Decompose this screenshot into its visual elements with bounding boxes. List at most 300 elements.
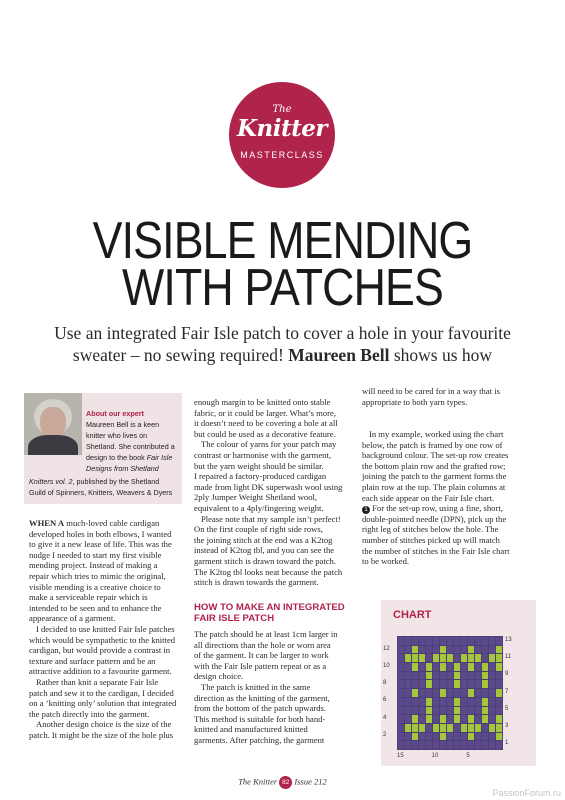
chart-cell [426,663,432,671]
chart-cell [412,663,418,671]
chart-cell [433,637,439,645]
body-line: fabric, or it could be larger. What’s more, [194,407,336,418]
chart-cell [482,707,488,715]
chart-cell [419,654,425,662]
body-line: with the Fair Isle pattern repeat or as a [194,660,327,671]
author-name: Maureen Bell [288,345,390,365]
chart-cell [405,715,411,723]
chart-cell [440,707,446,715]
chart-cell [489,637,495,645]
chart-row-tick: 7 [505,688,509,695]
body-line: WHEN A much-loved cable cardigan [29,518,160,528]
chart-cell [461,672,467,680]
chart-cell [440,733,446,741]
body-line: intended to be seen and to enhance the [29,602,162,613]
page-number: 82 [279,776,292,789]
chart-cell [412,680,418,688]
chart-row-tick: 1 [505,740,509,747]
chart-cell [482,680,488,688]
chart-cell [454,715,460,723]
body-line: joining the patch to the garment forms the [362,471,507,482]
expert-bio-line: Maureen Bell is a keen [86,420,160,429]
chart-cell [419,672,425,680]
chart-cell [447,672,453,680]
chart-cell [412,654,418,662]
chart-cell [489,680,495,688]
body-line: I decided to use knitted Fair Isle patches [36,624,175,634]
chart-cell [482,724,488,732]
body-line: but the yarn weight should be similar. [194,460,324,471]
chart-cell [461,646,467,654]
body-line: 2ply Jumper Weight Shetland wool, [194,492,318,503]
chart-cell [398,733,404,741]
chart-row-tick: 2 [383,731,387,738]
chart-row-tick: 3 [505,723,509,730]
body-line: Rather than knit a separate Fair Isle [36,677,159,687]
chart-cell [426,724,432,732]
expert-bio-line: knitter who lives on [86,431,148,440]
chart-cell [433,698,439,706]
chart-row-tick: 12 [383,645,390,652]
chart-cell [454,733,460,741]
expert-title: About our expert [86,409,144,418]
chart-cell [475,637,481,645]
chart-cell [398,741,404,749]
chart-cell [496,637,502,645]
chart-cell [419,724,425,732]
body-line: garment stitch is drawn toward the patch. [194,556,336,566]
chart-cell [468,707,474,715]
chart-cell [496,663,502,671]
body-line: number of stitches picked up will match [362,535,500,545]
footer-issue: Issue 212 [294,776,327,787]
chart-cell [440,672,446,680]
body-line: appropriate to both yarn types. [362,396,468,407]
chart-cell [447,715,453,723]
expert-photo [24,393,82,455]
chart-cell [440,724,446,732]
chart-cell [461,715,467,723]
chart-col-tick: 10 [431,753,439,759]
chart-cell [468,663,474,671]
step-number: 1 [362,506,370,514]
chart-cell [475,698,481,706]
chart-cell [461,663,467,671]
chart-row-tick: 13 [505,637,512,643]
chart-cell [398,654,404,662]
body-line: the bottom plain row and the grafted row; [362,460,506,471]
chart-cell [440,637,446,645]
chart-cell [461,689,467,697]
chart-title: CHART [393,609,432,621]
chart-cell [433,733,439,741]
body-line: but could be used as a decorative feature. [194,428,336,439]
chart-cell [412,698,418,706]
chart-cell [496,741,502,749]
chart-cell [475,724,481,732]
chart-cell [468,724,474,732]
body-line: which would be sympathetic to the knitted [29,634,176,645]
chart-cell [426,741,432,749]
chart-cell [426,707,432,715]
chart-cell [426,672,432,680]
chart-cell [440,698,446,706]
chart-cell [468,637,474,645]
page-footer [0,776,565,789]
chart-cell [412,707,418,715]
chart-cell [426,689,432,697]
chart-cell [419,637,425,645]
chart-cell [433,715,439,723]
body-line: equivalent to a 4ply/fingering weight. [194,503,324,513]
chart-cell [419,646,425,654]
chart-cell [482,733,488,741]
chart-cell [447,646,453,654]
chart-cell [475,733,481,741]
body-line: direction as the knitting of the garment, [194,692,330,703]
chart-cell [398,672,404,680]
chart-cell [433,663,439,671]
chart-cell [496,707,502,715]
chart-cell [475,741,481,749]
expert-bio-line: Designs from Shetland [86,464,159,473]
body-line: Please note that my sample isn’t perfect! [201,513,341,524]
body-line: on a ‘knitting only’ solution that integrated [29,698,177,709]
body-line: plain row at the top. The plain columns at [362,482,506,492]
chart-cell [398,637,404,645]
chart-cell [447,707,453,715]
chart-cell [461,654,467,662]
chart-cell [440,663,446,671]
chart-cell [461,637,467,645]
body-line: it doesn’t need to be covering a hole at all [194,418,338,429]
chart-cell [489,707,495,715]
body-line: developed holes in both elbows, I wanted [29,528,172,539]
chart-row-tick: 5 [505,705,509,712]
body-line: attractive addition to a favourite garment. [29,666,172,677]
chart-cell [461,698,467,706]
headline-line-2: WITH PATCHES [122,259,443,317]
chart-cell [419,741,425,749]
badge-series: MASTERCLASS [240,150,324,160]
watermark: PassionForum.ru [492,788,561,798]
body-line: garments. After patching, the garment [194,735,325,745]
body-line: all directions than the hole or worn area [194,639,331,650]
chart-cell [489,715,495,723]
footer-magazine: The Knitter [238,776,278,787]
body-line: make a serviceable repair which is [29,592,148,603]
chart-cell [482,698,488,706]
chart-cell [405,724,411,732]
body-line: contrast or harmonise with the garment, [194,450,331,460]
chart-cell [405,733,411,741]
chart-cell [412,733,418,741]
body-line: This method is suitable for both hand- [194,713,326,724]
chart-cell [461,741,467,749]
chart-cell [433,741,439,749]
chart-cell [447,724,453,732]
chart-cell [447,698,453,706]
body-line: The K2tog tbl looks neat because the patch [194,566,343,577]
chart-cell [426,715,432,723]
chart-cell [440,654,446,662]
standfirst-line-2 [20,344,545,366]
chart-cell [419,689,425,697]
body-line: The colour of yarns for your patch may [201,439,337,450]
chart-cell [482,663,488,671]
chart-cell [398,715,404,723]
chart-cell [419,733,425,741]
chart-cell [496,724,502,732]
chart-cell [405,637,411,645]
chart-cell [412,741,418,749]
chart-cell [447,741,453,749]
body-line: 1 For the set-up row, using a fine, short, [362,503,503,514]
chart-cell [496,680,502,688]
body-line: each side appear on the Fair Isle chart. [362,492,495,503]
chart-cell [405,689,411,697]
chart-cell [398,646,404,654]
chart-cell [496,646,502,654]
chart-cell [433,689,439,697]
body-line: The patch should be at least 1cm larger in [194,629,338,639]
standfirst-text: sweater – no sewing required! [72,345,289,365]
chart-cell [440,689,446,697]
chart-cell [489,689,495,697]
chart-cell [405,707,411,715]
chart-cell [468,741,474,749]
chart-cell [454,637,460,645]
chart-cell [475,663,481,671]
chart-cell [482,637,488,645]
body-line: design choice. [194,671,244,682]
body-line: enough margin to be knitted onto stable [194,397,331,407]
chart-cell [433,680,439,688]
chart-cell [468,733,474,741]
body-line: In my example, worked using the chart [369,429,504,439]
headline-line-1: VISIBLE MENDING [92,212,473,270]
body-line: to give it a new lease of life. This was the [29,539,172,550]
chart-cell [489,654,495,662]
chart-cell [496,654,502,662]
chart-cell [482,741,488,749]
chart-col-tick: 15 [397,753,404,759]
chart-cell [496,715,502,723]
chart-cell [468,715,474,723]
standfirst-line-1: Use an integrated Fair Isle patch to cover a hole in your favourite [54,323,511,343]
chart-cell [454,707,460,715]
chart-cell [405,672,411,680]
chart-cell [489,646,495,654]
chart-cell [482,654,488,662]
expert-bio-line: design to the book Fair Isle [86,453,173,462]
chart-cell [454,724,460,732]
body-line: The patch is knitted in the same [201,682,311,692]
chart-cell [496,689,502,697]
standfirst [20,322,545,366]
badge-brand: Knitter [237,115,327,142]
chart-cell [419,680,425,688]
chart-cell [433,646,439,654]
chart-cell [468,698,474,706]
chart-cell [489,698,495,706]
body-line: appearance of a garment. [29,613,116,624]
body-line: visible mending is a creative choice to [29,581,161,592]
chart-cell [447,654,453,662]
chart-cell [440,741,446,749]
chart-cell [454,646,460,654]
body-line: background colour. The set-up row creates [362,450,509,461]
body-line: cardigan, but would provide a contrast in [29,645,171,656]
chart-cell [482,672,488,680]
chart-cell [454,741,460,749]
chart-col-tick: 5 [466,753,470,759]
chart-cell [461,707,467,715]
chart-cell [398,663,404,671]
chart-cell [447,689,453,697]
body-line: double-pointed needle (DPN), pick up the [362,513,507,524]
chart-cell [419,663,425,671]
chart-cell [475,707,481,715]
chart-cell [405,646,411,654]
chart-row-tick: 10 [383,662,390,669]
chart-cell [426,637,432,645]
chart-cell [461,733,467,741]
body-line: patch. It might be the size of the hole plus [29,730,174,740]
chart-cell [489,741,495,749]
section-heading: HOW TO MAKE AN INTEGRATED [194,602,345,613]
chart-cell [433,707,439,715]
chart-cell [475,646,481,654]
chart-cell [454,663,460,671]
body-line: the patch directly into the garment. [29,708,150,719]
chart-cell [475,680,481,688]
chart-cell [468,646,474,654]
chart-cell [461,724,467,732]
chart-cell [398,724,404,732]
chart-cell [447,680,453,688]
body-line: I repaired a factory-produced cardigan [194,471,327,482]
chart-cell [447,733,453,741]
body-line: right leg of stitches below the hole. The [362,524,499,535]
chart-cell [468,680,474,688]
chart-cell [419,698,425,706]
drop-lead: WHEN A [29,518,65,528]
chart-cell [433,654,439,662]
chart-cell [468,689,474,697]
chart-row-tick: 8 [383,680,387,687]
chart-cell [489,724,495,732]
chart-cell [461,680,467,688]
body-line: patch and sew it to the cardigan, I decided [29,687,174,698]
chart-cell [419,715,425,723]
body-line: Another design choice is the size of the [36,719,172,730]
chart-cell [440,715,446,723]
chart-row-tick: 4 [383,714,387,721]
masterclass-badge [229,82,335,188]
chart-cell [468,672,474,680]
chart-cell [405,663,411,671]
body-line: On the first couple of right side rows, [194,524,323,535]
chart-row-tick: 11 [505,654,512,661]
chart-cell [433,724,439,732]
chart-cell [440,646,446,654]
badge-the: The [272,104,292,115]
chart-cell [426,654,432,662]
body-line: the number of stitches in the Fair Isle chart [362,545,510,556]
body-line: repair which tries to mimic the original, [29,571,166,581]
chart-cell [405,680,411,688]
body-line: to be worked. [362,556,410,567]
body-line: from the bottom of the patch upwards. [194,703,326,714]
chart-cell [398,698,404,706]
chart-cell [496,698,502,706]
chart-cell [454,689,460,697]
section-heading: FAIR ISLE PATCH [194,613,275,624]
chart-cell [454,654,460,662]
chart-cell [489,663,495,671]
chart-cell [405,698,411,706]
body-line: nudge I needed to start my first visible [29,549,162,560]
body-line: of the garment. It can be larger to work [194,650,329,661]
body-line: below, the patch is framed by one row of [362,439,503,450]
body-line: will need to be cared for in a way that is [362,386,500,396]
chart-cell [398,680,404,688]
chart-cell [475,654,481,662]
chart-cell [433,672,439,680]
fair-isle-chart-grid [397,636,503,750]
chart-cell [440,680,446,688]
expert-bio-line: Shetland. She contributed a [86,442,175,451]
chart-cell [412,637,418,645]
body-line: the joining stitch at the end was a K2tog [194,534,333,545]
chart-cell [454,698,460,706]
chart-cell [489,733,495,741]
body-line: texture and surface pattern and be an [29,655,156,666]
chart-cell [454,680,460,688]
standfirst-tail: shows us how [389,345,493,365]
chart-cell [447,663,453,671]
body-line: instead of K2tog tbl, and you can see the [194,545,335,556]
body-line: stitch is drawn towards the garment. [194,577,319,588]
chart-cell [405,654,411,662]
expert-bio-line: Knitters vol. 2, published by the Shetland [29,477,160,486]
expert-bio-line: Guild of Spinners, Knitters, Weavers & Dyers [29,488,173,497]
chart-cell [412,689,418,697]
chart-cell [426,646,432,654]
chart-cell [454,672,460,680]
chart-cell [489,672,495,680]
chart-cell [412,672,418,680]
chart-cell [426,733,432,741]
chart-cell [426,680,432,688]
chart-cell [398,707,404,715]
body-line: knitted and manufactured knitted [194,724,308,735]
chart-row-tick: 6 [383,697,387,704]
chart-cell [475,715,481,723]
body-line: made from light DK superwash wool using [194,481,343,492]
chart-cell [447,637,453,645]
chart-cell [412,715,418,723]
chart-cell [426,698,432,706]
chart-cell [482,715,488,723]
chart-cell [482,646,488,654]
chart-cell [475,672,481,680]
chart-cell [412,646,418,654]
chart-cell [475,689,481,697]
chart-row-tick: 9 [505,671,509,678]
body-line: mending project. Instead of making a [29,560,158,571]
